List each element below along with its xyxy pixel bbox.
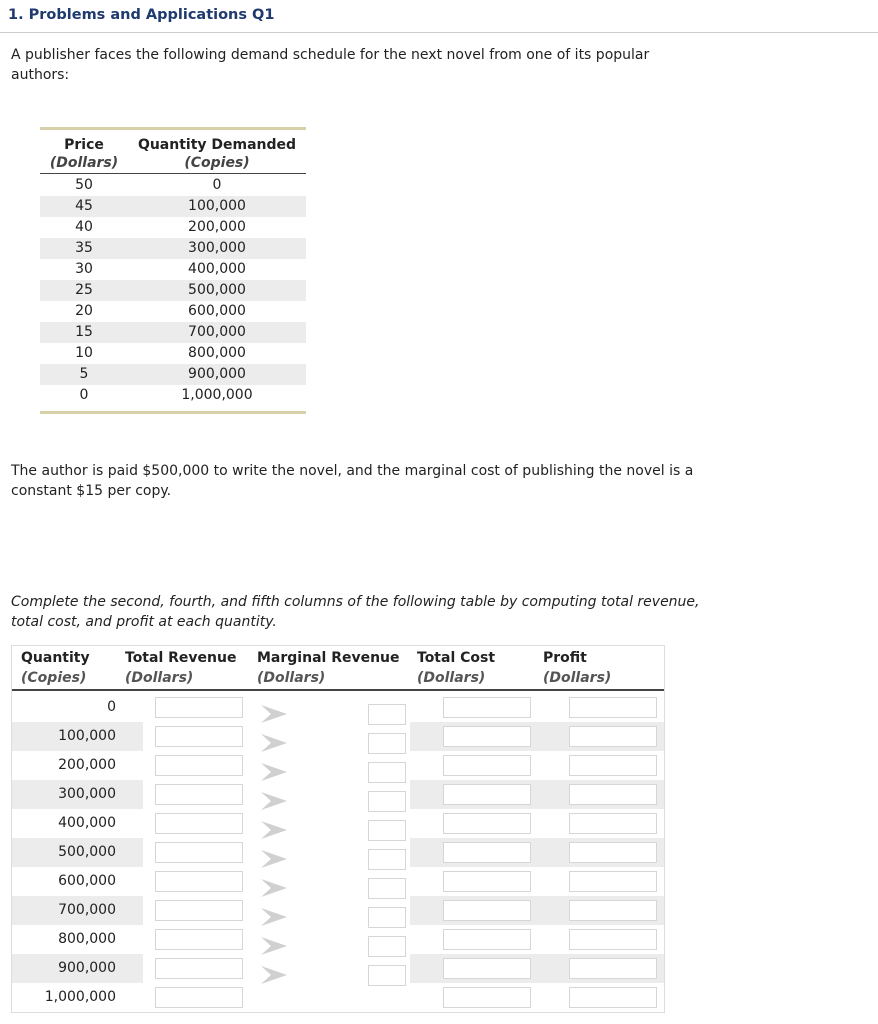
price-header: Price [64, 137, 104, 153]
cost-line-1: The author is paid $500,000 to write the novel, and the marginal cost of publishing the novel is a [11, 463, 694, 479]
demand-row [40, 364, 306, 385]
quantity-cell: 800,000 [188, 345, 246, 361]
demand-row [40, 217, 306, 238]
demand-row [40, 259, 306, 280]
price-cell: 20 [75, 303, 93, 319]
header-rule [40, 173, 306, 174]
quantity-cell: 100,000 [188, 198, 246, 214]
price-cell: 35 [75, 240, 93, 256]
quantity-cell: 700,000 [58, 902, 116, 918]
quantity-demanded-unit: (Copies) [184, 155, 250, 171]
intro-line-2: authors: [11, 66, 70, 83]
answer-table [11, 645, 665, 1013]
demand-row [40, 280, 306, 301]
demand-row [40, 196, 306, 217]
demand-row [40, 322, 306, 343]
quantity-cell: 100,000 [58, 728, 116, 744]
demand-row [40, 238, 306, 259]
quantity-cell: 400,000 [58, 815, 116, 831]
price-unit: (Dollars) [49, 155, 119, 171]
table-bottom-rule [40, 411, 306, 414]
profit-col-unit: (Dollars) [543, 670, 612, 686]
total-cost-input[interactable] [443, 987, 531, 1008]
demand-row [40, 175, 306, 196]
profit-col-header: Profit [543, 650, 587, 666]
quantity-cell: 900,000 [188, 366, 246, 382]
intro-text [11, 46, 649, 85]
total-revenue-col-unit: (Dollars) [125, 670, 194, 686]
price-cell: 0 [79, 387, 89, 403]
marginal-revenue-col-unit: (Dollars) [257, 670, 326, 686]
quantity-cell: 500,000 [188, 282, 246, 298]
total-revenue-col-header: Total Revenue [125, 650, 237, 666]
price-cell: 25 [75, 282, 93, 298]
price-cell: 40 [75, 219, 93, 235]
page-title: 1. Problems and Applications Q1 [8, 7, 275, 23]
intro-line-1: A publisher faces the following demand schedule for the next novel from one of its popular [11, 47, 650, 63]
header-rule [12, 689, 664, 691]
quantity-cell: 500,000 [58, 844, 116, 860]
quantity-cell: 700,000 [188, 324, 246, 340]
divider [0, 32, 878, 33]
quantity-col-unit: (Copies) [21, 670, 87, 686]
price-cell: 15 [75, 324, 93, 340]
instruction-line-1: Complete the second, fourth, and fifth columns of the following table by computing total revenue, [11, 594, 700, 610]
table-row [12, 983, 664, 1012]
instruction-text [11, 593, 700, 632]
quantity-cell: 1,000,000 [44, 989, 116, 1005]
total-cost-col-header: Total Cost [417, 650, 496, 666]
table-top-rule [40, 127, 306, 130]
quantity-cell: 200,000 [58, 757, 116, 773]
quantity-cell: 600,000 [188, 303, 246, 319]
demand-row [40, 301, 306, 322]
cost-line-2: constant $15 per copy. [11, 482, 172, 499]
price-cell: 50 [75, 177, 93, 193]
quantity-cell: 600,000 [58, 873, 116, 889]
demand-row [40, 385, 306, 406]
quantity-cell: 0 [107, 699, 116, 715]
price-cell: 5 [79, 366, 89, 382]
cost-text [11, 462, 693, 501]
price-cell: 45 [75, 198, 93, 214]
total-cost-col-unit: (Dollars) [417, 670, 486, 686]
demand-schedule-table [40, 127, 306, 414]
quantity-cell: 300,000 [188, 240, 246, 256]
quantity-demanded-header: Quantity Demanded [137, 137, 297, 153]
quantity-cell: 300,000 [58, 786, 116, 802]
total-revenue-input[interactable] [155, 987, 243, 1008]
quantity-cell: 800,000 [58, 931, 116, 947]
quantity-cell: 900,000 [58, 960, 116, 976]
quantity-cell: 200,000 [188, 219, 246, 235]
profit-input[interactable] [569, 987, 657, 1008]
price-cell: 30 [75, 261, 93, 277]
quantity-cell: 1,000,000 [181, 387, 253, 403]
instruction-line-2: total cost, and profit at each quantity. [11, 613, 277, 630]
quantity-col-header: Quantity [21, 650, 90, 666]
quantity-cell: 0 [212, 177, 222, 193]
quantity-cell: 400,000 [188, 261, 246, 277]
demand-row [40, 343, 306, 364]
price-cell: 10 [75, 345, 93, 361]
marginal-revenue-col-header: Marginal Revenue [257, 650, 400, 666]
